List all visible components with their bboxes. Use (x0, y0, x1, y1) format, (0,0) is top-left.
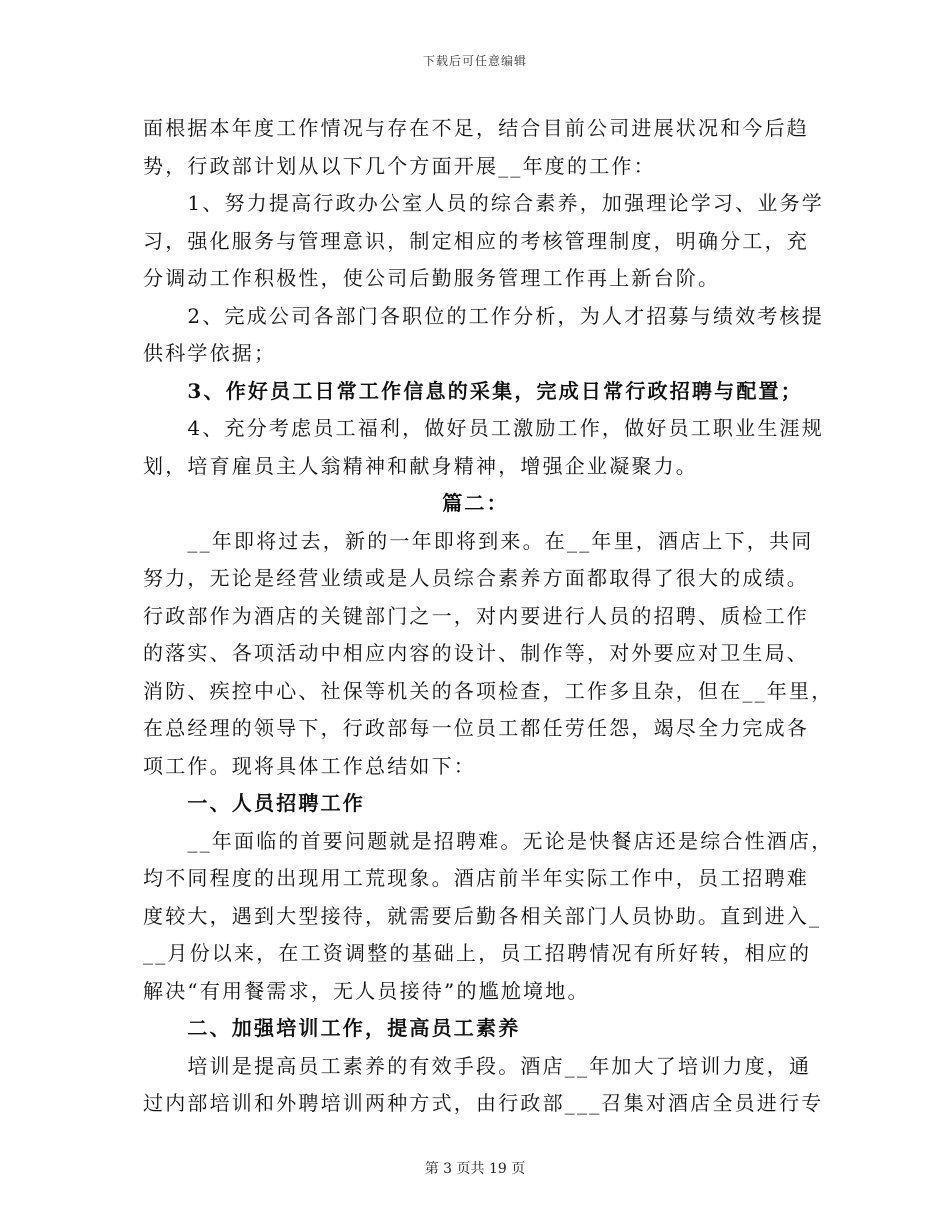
body-line-13: 努力，无论是经营业绩或是人员综合素养方面都取得了很大的成绩。 (143, 566, 809, 590)
section-heading-training: 二、加强培训工作，提高员工素养 (143, 1016, 521, 1040)
body-line-16: 消防、疾控中心、社保等机关的各项检查，工作多且杂，但在__年里， (143, 678, 834, 703)
body-line-23: __月份以来，在工资调整的基础上，员工招聘情况有所好转，相应的 (143, 941, 812, 965)
body-line-9: 4、充分考虑员工福利，做好员工激励工作，做好员工职业生涯规 (143, 416, 824, 440)
body-line-12: __年即将过去，新的一年即将到来。在__年里，酒店上下，共同 (143, 528, 814, 553)
section-title-part-two: 篇二： (442, 491, 509, 515)
body-line-15: 的落实、各项活动中相应内容的设计、制作等，对外要应对卫生局、 (143, 641, 809, 665)
body-line-1: 面根据本年度工作情况与存在不足，结合目前公司进展状况和今后趋 (143, 116, 809, 140)
body-line-10: 划，培育雇员主人翁精神和献身精神，增强企业凝聚力。 (143, 453, 698, 478)
body-line-22: 度较大，遇到大型接待，就需要后勤各相关部门人员协助。直到进入_ (143, 903, 822, 928)
body-line-3: 1、努力提高行政办公室人员的综合素养，加强理论学习、业务学 (143, 191, 824, 215)
page-number-footer: 第 3 页共 19 页 (424, 1161, 526, 1177)
body-line-2: 势，行政部计划从以下几个方面开展__年度的工作： (143, 153, 656, 178)
body-line-4: 习，强化服务与管理意识，制定相应的考核管理制度，明确分工，充 (143, 228, 809, 253)
body-line-5: 分调动工作积极性，使公司后勤服务管理工作再上新台阶。 (143, 266, 721, 290)
body-line-18: 项工作。现将具体工作总结如下： (143, 753, 476, 778)
body-line-20: __年面临的首要问题就是招聘难。无论是快餐店还是综合性酒店， (143, 828, 834, 853)
document-body (143, 110, 834, 1123)
body-line-8-bold: 3、作好员工日常工作信息的采集，完成日常行政招聘与配置； (143, 378, 803, 403)
body-line-24: 解决“有用餐需求，无人员接待”的尴尬境地。 (143, 978, 590, 1003)
body-line-26: 培训是提高员工素养的有效手段。酒店__年加大了培训力度，通 (143, 1053, 812, 1078)
page-header: 下载后可任意编辑 (422, 54, 527, 68)
body-line-14: 行政部作为酒店的关键部门之一，对内要进行人员的招聘、质检工作 (143, 603, 809, 628)
section-heading-recruitment: 一、人员招聘工作 (143, 791, 365, 815)
body-line-7: 供科学依据； (143, 341, 277, 365)
body-line-27: 过内部培训和外聘培训两种方式，由行政部___召集对酒店全员进行专 (143, 1091, 824, 1115)
body-line-17: 在总经理的领导下，行政部每一位员工都任劳任怨，竭尽全力完成各 (143, 716, 809, 740)
body-line-6: 2、完成公司各部门各职位的工作分析，为人才招募与绩效考核提 (143, 303, 824, 328)
body-line-21: 均不同程度的出现用工荒现象。酒店前半年实际工作中，员工招聘难 (143, 866, 809, 890)
